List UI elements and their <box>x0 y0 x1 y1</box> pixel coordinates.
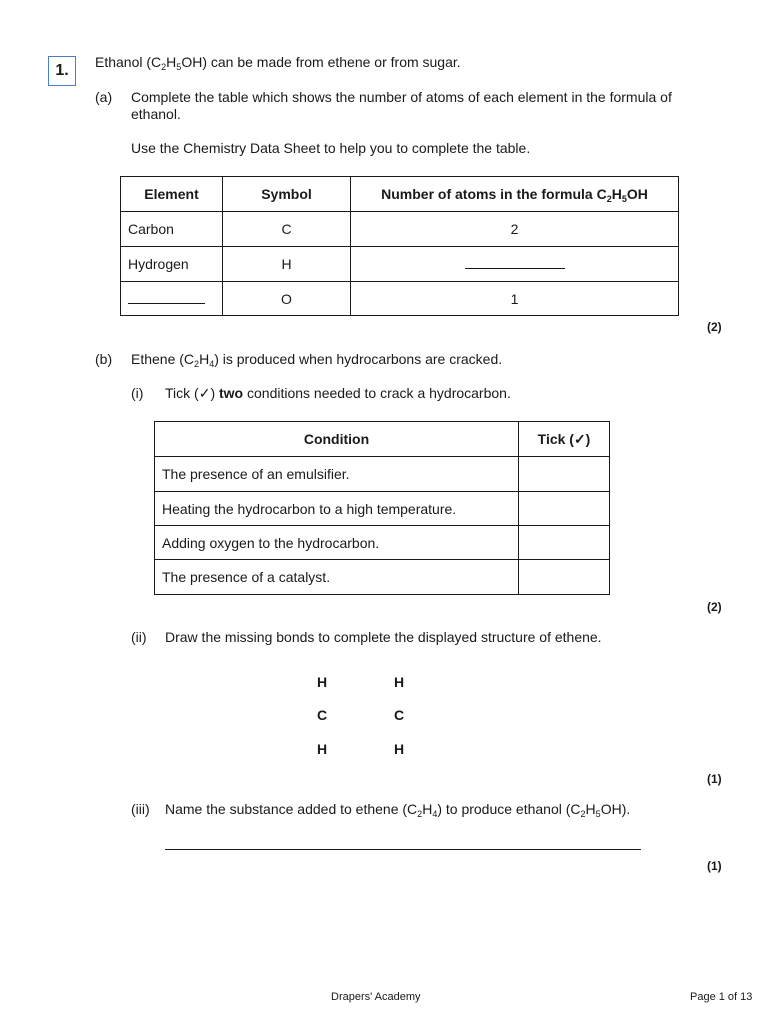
atoms-table-header <box>121 177 679 212</box>
tick-cell-adding-oxygen[interactable] <box>519 526 610 560</box>
right-top-hydrogen: H <box>394 674 405 690</box>
part-b-i-marks: (2) <box>707 600 722 614</box>
footer-page-number: Page 1 of 13 <box>690 991 753 1003</box>
table-row <box>121 247 679 282</box>
table-row <box>155 457 610 492</box>
symbol-cell: O <box>223 282 351 316</box>
footer-school: Drapers' Academy <box>331 991 421 1003</box>
part-a-instruction: Use the Chemistry Data Sheet to help you to complete the table. <box>131 140 531 156</box>
part-b-ii-label: (ii) <box>131 629 147 645</box>
part-a-line2: ethanol. <box>131 106 181 122</box>
conditions-table-header <box>155 422 610 457</box>
count-answer-cell[interactable] <box>351 247 679 282</box>
count-cell: 2 <box>351 212 679 247</box>
condition-cell: Adding oxygen to the hydrocarbon. <box>155 526 519 560</box>
element-cell: Hydrogen <box>121 247 223 282</box>
table-row <box>155 560 610 595</box>
part-a-label: (a) <box>95 89 113 105</box>
ethene-structure[interactable] <box>300 668 430 762</box>
part-b-intro: Ethene $(C_2H_4)$ is produced when hydrocarbons are cracked. <box>131 351 503 369</box>
left-carbon: C <box>317 707 328 723</box>
condition-cell: The presence of an emulsifier. <box>155 457 519 492</box>
table-row <box>155 526 610 560</box>
tick-icon: ✓ <box>198 385 211 401</box>
part-b-iii-text: Name the substance added to ethene $(C_2H_4)$ to produce ethanol $(C_2H_5OH)$. <box>165 801 631 819</box>
header-element: Element <box>121 177 223 212</box>
part-b-label: (b) <box>95 351 113 367</box>
element-cell: Carbon <box>121 212 223 247</box>
symbol-cell: C <box>223 212 351 247</box>
part-b-i-text: Tick (✓) two conditions needed to crack a hydrocarbon. <box>165 385 511 401</box>
count-answer-blank[interactable] <box>465 256 565 269</box>
part-a-line1: Complete the table which shows the number of atoms of each element in the formula of <box>131 89 672 105</box>
tick-cell-high-temperature[interactable] <box>519 492 610 526</box>
element-answer-blank[interactable] <box>128 291 205 304</box>
part-b-ii-text: Draw the missing bonds to complete the displayed structure of ethene. <box>165 629 602 645</box>
condition-cell: Heating the hydrocarbon to a high temperature. <box>155 492 519 526</box>
count-cell: 1 <box>351 282 679 316</box>
right-bottom-hydrogen: H <box>394 741 405 757</box>
header-count: Number of atoms in the formula $C_2H_5OH$ <box>351 177 679 212</box>
header-symbol: Symbol <box>223 177 351 212</box>
left-bottom-hydrogen: H <box>317 741 328 757</box>
conditions-table <box>154 421 610 595</box>
question-intro: Ethanol $(C_2H_5OH)$ can be made from ethene or from sugar. <box>95 54 461 72</box>
part-a-marks: (2) <box>707 320 722 334</box>
table-row <box>121 212 679 247</box>
condition-cell: The presence of a catalyst. <box>155 560 519 595</box>
element-answer-cell[interactable] <box>121 282 223 316</box>
symbol-cell: H <box>223 247 351 282</box>
part-b-ii-marks: (1) <box>707 772 722 786</box>
header-condition: Condition <box>155 422 519 457</box>
table-row <box>121 282 679 316</box>
header-tick: Tick (✓) <box>519 422 610 457</box>
atoms-table <box>120 176 679 316</box>
right-carbon: C <box>394 707 405 723</box>
part-b-iii-label: (iii) <box>131 801 150 817</box>
tick-cell-catalyst[interactable] <box>519 560 610 595</box>
table-row <box>155 492 610 526</box>
tick-cell-emulsifier[interactable] <box>519 457 610 492</box>
part-b-i-label: (i) <box>131 385 144 401</box>
part-b-iii-marks: (1) <box>707 859 722 873</box>
answer-line[interactable] <box>165 849 641 850</box>
left-top-hydrogen: H <box>317 674 328 690</box>
question-number: 1. <box>48 56 76 86</box>
